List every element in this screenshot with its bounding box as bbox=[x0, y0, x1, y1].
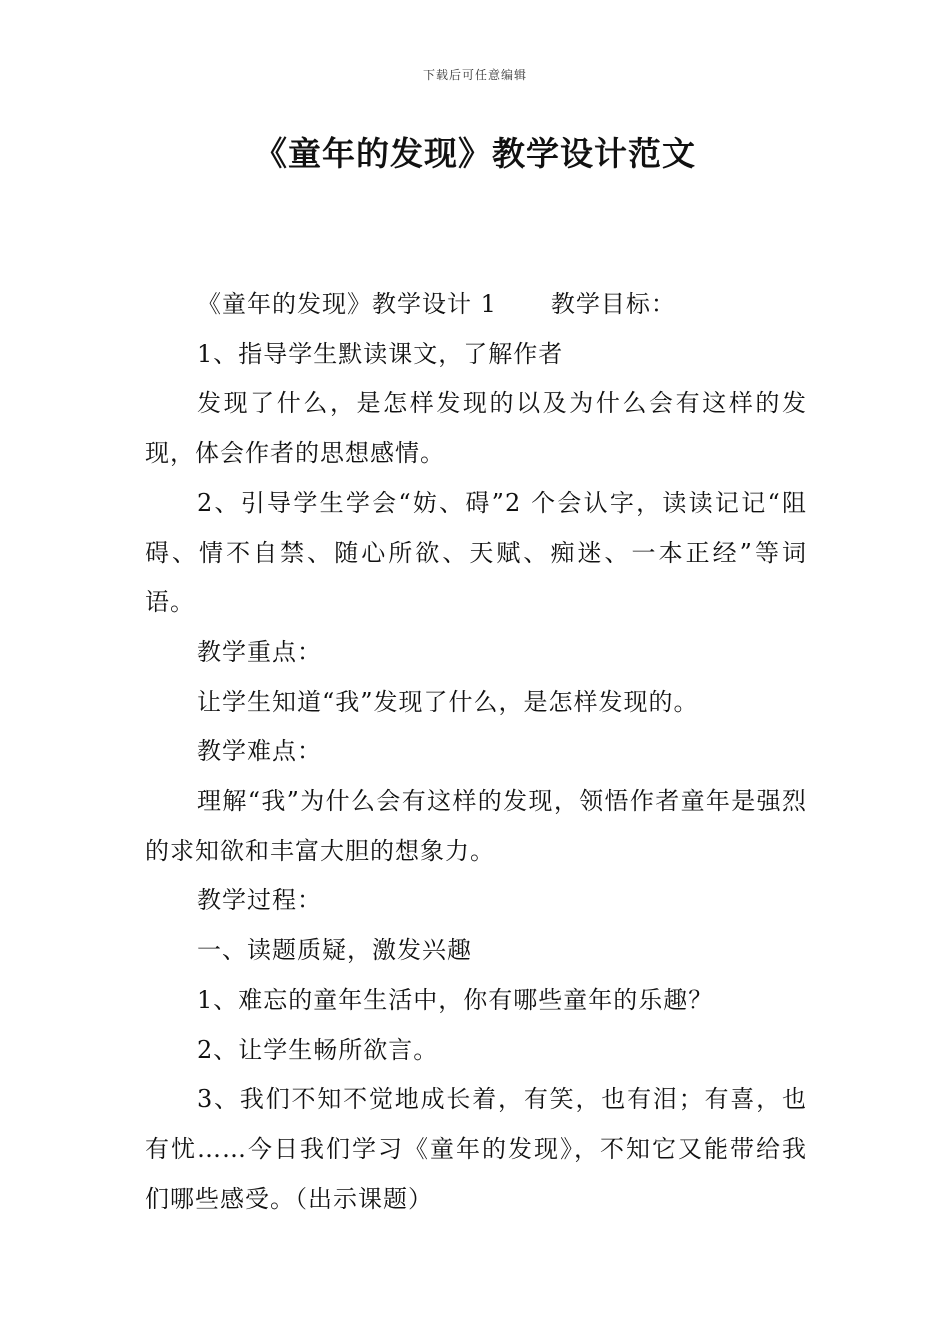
design-label: 《童年的发现》教学设计 1 bbox=[197, 290, 497, 318]
paragraph-difficulties: 理解“我”为什么会有这样的发现，领悟作者童年是强烈的求知欲和丰富大胆的想象力。 bbox=[145, 787, 807, 865]
document-body bbox=[145, 280, 807, 1224]
document-title: 《童年的发现》教学设计范文 bbox=[254, 134, 696, 173]
header-note: 下载后可任意编辑 bbox=[422, 68, 527, 82]
paragraph-step-2: 2、让学生畅所欲言。 bbox=[197, 1035, 439, 1064]
heading-step-one: 一、读题质疑，激发兴趣 bbox=[197, 936, 472, 965]
heading-difficulties: 教学难点： bbox=[197, 737, 322, 766]
goals-label: 教学目标： bbox=[550, 290, 676, 318]
heading-process: 教学过程： bbox=[197, 886, 322, 915]
paragraph-goal-1: 1、指导学生默读课文，了解作者 bbox=[197, 339, 564, 368]
intro-line bbox=[145, 280, 807, 330]
paragraph-step-1: 1、难忘的童年生活中，你有哪些童年的乐趣？ bbox=[197, 985, 714, 1014]
heading-key-points: 教学重点： bbox=[197, 637, 322, 666]
paragraph-goal-2: 2、引导学生学会“妨、碍”2 个会认字，读读记记“阻碍、情不自禁、随心所欲、天赋、痴迷、一本正经”等词语。 bbox=[145, 488, 807, 617]
paragraph-goal-1-cont: 发现了什么，是怎样发现的以及为什么会有这样的发现，体会作者的思想感情。 bbox=[145, 389, 807, 468]
paragraph-step-3: 3、我们不知不觉地成长着，有笑，也有泪；有喜，也有忧……今日我们学习《童年的发现》，不知它又能带给我们哪些感受。（出示课题） bbox=[145, 1085, 807, 1213]
paragraph-key-points: 让学生知道“我”发现了什么，是怎样发现的。 bbox=[197, 687, 699, 716]
